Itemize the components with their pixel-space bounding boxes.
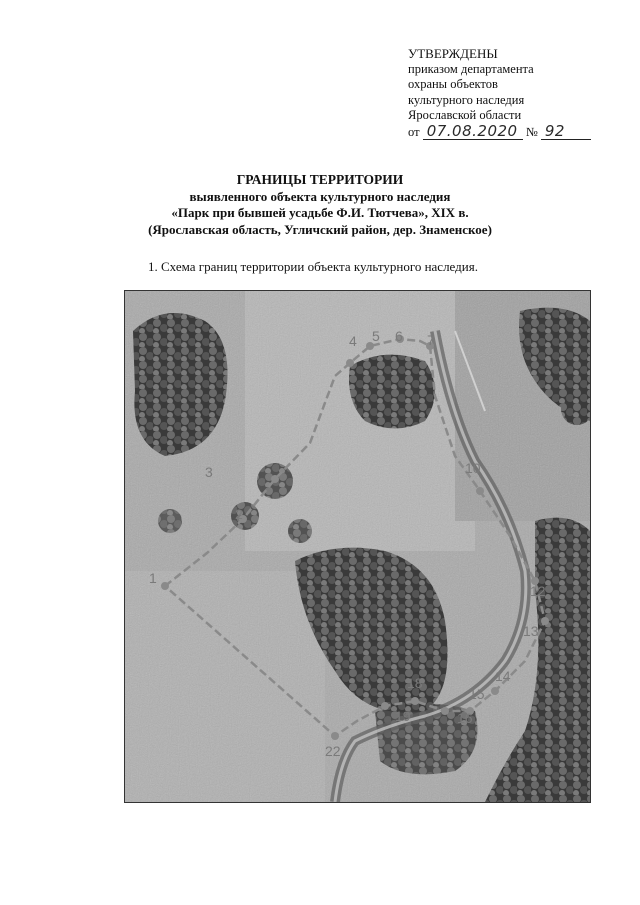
- approval-date-line: [408, 121, 591, 141]
- point-label-16: 16: [457, 710, 473, 726]
- point-label-2: 2: [235, 506, 243, 522]
- point-label-12: 12: [530, 583, 546, 599]
- point-label-3: 3: [205, 464, 213, 480]
- point-label-14: 14: [495, 668, 511, 684]
- handwritten-number: 92: [541, 124, 591, 141]
- point-label-5: 5: [372, 328, 380, 344]
- approval-heading: УТВЕРЖДЕНЫ: [408, 46, 498, 61]
- point-label-6: 6: [395, 328, 403, 344]
- date-prefix: от: [408, 124, 420, 139]
- handwritten-date: 07.08.2020: [423, 124, 523, 141]
- point-label-10: 10: [465, 460, 481, 476]
- point-label-1: 1: [149, 570, 157, 586]
- point-label-15: 15: [469, 686, 485, 702]
- number-prefix: №: [525, 124, 538, 139]
- document-title: [0, 172, 640, 238]
- point-label-13: 13: [523, 623, 539, 639]
- approval-line-3: культурного наследия: [408, 92, 525, 107]
- point-label-4: 4: [349, 333, 357, 349]
- section-heading: 1. Схема границ территории объекта культурного наследия.: [148, 259, 478, 274]
- approval-stamp: [408, 46, 591, 140]
- title-line-3: «Парк при бывшей усадьбе Ф.И. Тютчева», XIX в.: [171, 205, 469, 220]
- aerial-photo: [125, 291, 590, 802]
- point-label-18: 18: [407, 675, 423, 691]
- aerial-map: [124, 290, 591, 803]
- approval-line-4: Ярославской области: [408, 108, 522, 122]
- title-line-1: ГРАНИЦЫ ТЕРРИТОРИИ: [236, 172, 404, 187]
- point-label-19: 19: [395, 708, 411, 724]
- approval-line-1: приказом департамента: [408, 61, 534, 76]
- point-label-22: 22: [325, 743, 341, 759]
- point-label-7: 7: [427, 332, 435, 348]
- approval-line-2: охраны объектов: [408, 77, 498, 91]
- title-line-2: выявленного объекта культурного наследия: [189, 188, 451, 204]
- title-line-4: (Ярославская область, Угличский район, дер. Знаменское): [148, 221, 492, 237]
